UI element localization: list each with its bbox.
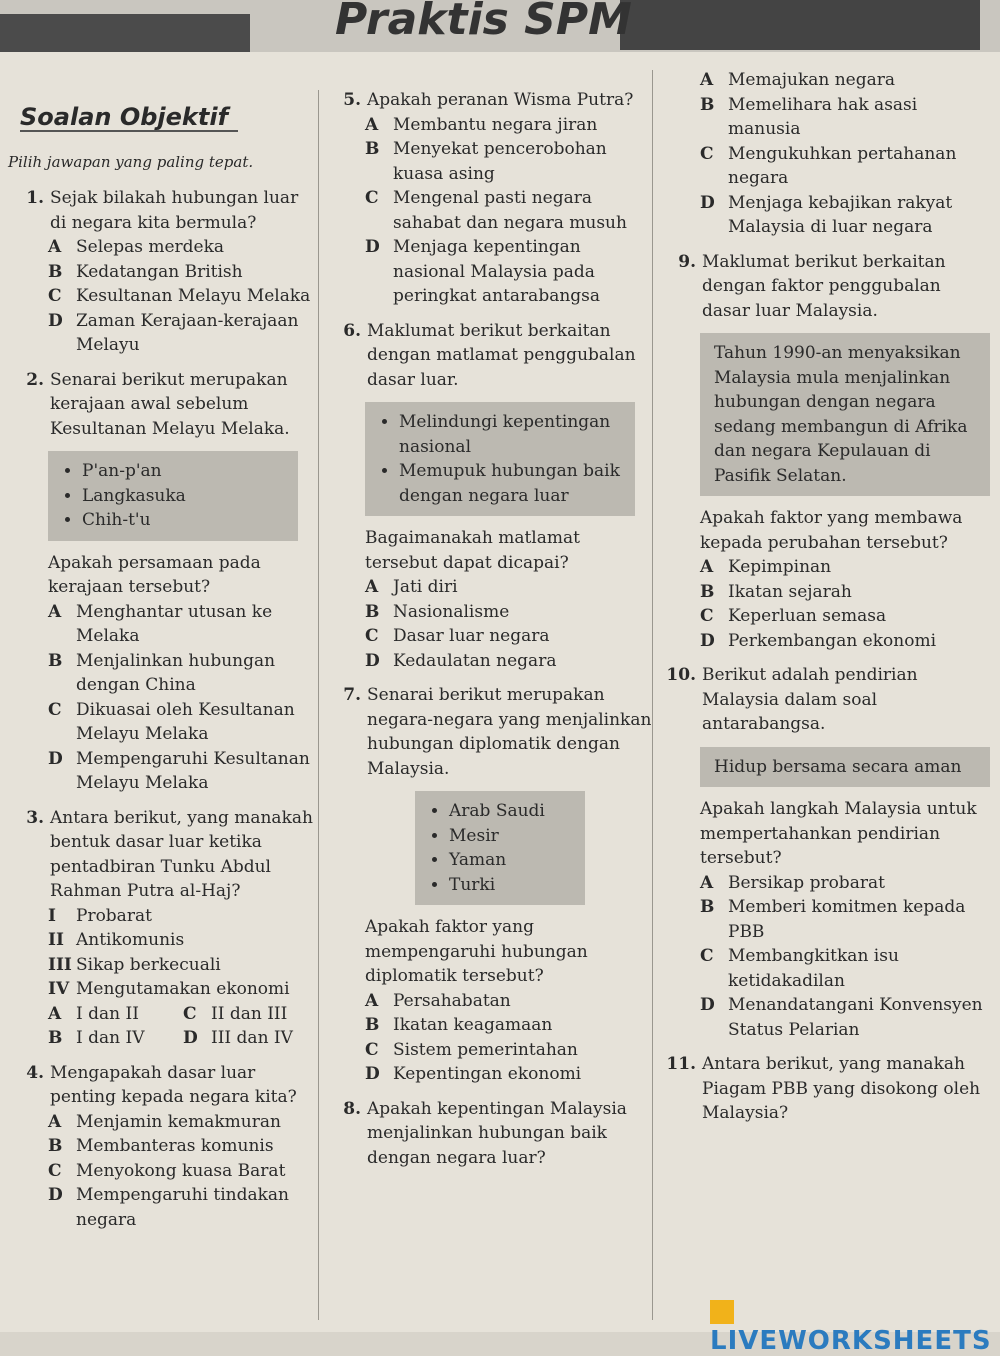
- option-a[interactable]: A Menghantar utusan ke Melaka: [48, 601, 273, 646]
- header-banner: [0, 0, 1000, 52]
- question-4: [8, 1061, 318, 1233]
- question-1: [8, 186, 318, 358]
- question-text: Maklumat berikut berkaitan dengan faktor penggubalan dasar luar Malaysia.: [702, 251, 946, 321]
- option-c[interactable]: C Membangkitkan isu ketidakadilan: [700, 946, 899, 991]
- question-number: 8.: [343, 1098, 361, 1119]
- banner-left-bar: [0, 14, 250, 52]
- section-heading: Soalan Objektif: [20, 105, 238, 132]
- question-text: Senarai berikut merupakan negara-negara yang menjalinkan hubungan diplomatik dengan Malaysia.: [367, 685, 652, 779]
- option-d[interactable]: D Kedaulatan negara: [365, 650, 557, 671]
- option-a[interactable]: A Menjamin kemakmuran: [48, 1111, 281, 1132]
- list-item: • Mesir: [449, 824, 571, 849]
- option-d[interactable]: D Menjaga kebajikan rakyat Malaysia di luar negara: [700, 192, 953, 237]
- question-text: Antara berikut, yang manakah bentuk dasar luar ketika pentadbiran Tunku Abdul Rahman Putra al-Haj?: [50, 807, 313, 901]
- option-a[interactable]: A I dan II: [48, 1003, 139, 1024]
- question-2: [8, 368, 318, 796]
- question-text: Apakah kepentingan Malaysia menjalinkan hubungan baik dengan negara luar?: [367, 1098, 627, 1168]
- info-box: Tahun 1990-an menyaksikan Malaysia mula menjalinkan hubungan dengan negara sedang membangun di Afrika dan negara Kepulauan di Pasifik Selatan.: [700, 333, 990, 496]
- option-c[interactable]: C Mengukuhkan pertahanan negara: [700, 143, 957, 188]
- option-a[interactable]: A Kepimpinan: [700, 557, 832, 577]
- option-b[interactable]: B I dan IV: [48, 1028, 145, 1048]
- question-number: 5.: [343, 90, 361, 110]
- question-8: [325, 1097, 655, 1171]
- instruction: Pilih jawapan yang paling tepat.: [8, 152, 254, 171]
- option-d[interactable]: D Mempengaruhi Kesultanan Melayu Melaka: [48, 748, 310, 793]
- list-item: • Arab Saudi: [449, 799, 571, 824]
- column-2: [325, 88, 655, 1180]
- option-d[interactable]: D Menandatangani Konvensyen Status Pelarian: [700, 995, 983, 1040]
- option-d[interactable]: D Kepentingan ekonomi: [365, 1064, 582, 1084]
- list-item: • Melindungi kepentingan nasional: [399, 410, 621, 459]
- question-9: [660, 250, 990, 654]
- question-stem: Apakah faktor yang membawa kepada perubahan tersebut?: [700, 508, 963, 553]
- option-grid: [48, 1002, 318, 1051]
- question-stem: Apakah persamaan pada kerajaan tersebut?: [48, 552, 261, 597]
- banner-right-bar: [620, 0, 980, 50]
- option-d[interactable]: D Menjaga kepentingan nasional Malaysia pada peringkat antarabangsa: [365, 237, 601, 306]
- option-b[interactable]: B Memelihara hak asasi manusia: [700, 94, 918, 139]
- statement: II Antikomunis: [48, 930, 185, 950]
- option-b[interactable]: B Ikatan sejarah: [700, 581, 852, 602]
- question-text: Senarai berikut merupakan kerajaan awal sebelum Kesultanan Melayu Melaka.: [50, 369, 290, 439]
- option-b[interactable]: B Menyekat pencerobohan kuasa asing: [365, 139, 607, 184]
- question-6: [325, 319, 655, 674]
- info-box: [48, 451, 298, 541]
- option-a[interactable]: A Memajukan negara: [700, 70, 896, 90]
- liveworksheets-logo-icon: [710, 1300, 734, 1324]
- question-number: 7.: [343, 685, 361, 705]
- question-10: [660, 663, 990, 1042]
- column-divider: [318, 90, 319, 1320]
- option-a[interactable]: A Selepas merdeka: [48, 237, 225, 257]
- question-number: 11.: [666, 1054, 696, 1074]
- question-number: 6.: [343, 320, 361, 341]
- option-c[interactable]: C Kesultanan Melayu Melaka: [48, 286, 311, 306]
- question-number: 1.: [26, 188, 44, 208]
- option-b[interactable]: B Ikatan keagamaan: [365, 1015, 553, 1035]
- statement: IV Mengutamakan ekonomi: [48, 979, 290, 999]
- option-c[interactable]: C Keperluan semasa: [700, 606, 887, 626]
- list-item: • Langkasuka: [82, 484, 284, 509]
- column-1: [8, 105, 318, 1242]
- question-number: 3.: [26, 807, 44, 828]
- question-text: Maklumat berikut berkaitan dengan matlamat penggubalan dasar luar.: [367, 320, 636, 390]
- option-b[interactable]: B Membanteras komunis: [48, 1136, 274, 1156]
- question-stem: Apakah faktor yang mempengaruhi hubungan diplomatik tersebut?: [365, 917, 588, 986]
- question-number: 9.: [678, 251, 696, 272]
- option-d[interactable]: D Mempengaruhi tindakan negara: [48, 1185, 289, 1230]
- page-title: Praktis SPM: [335, 0, 632, 45]
- question-number: 2.: [26, 369, 44, 390]
- option-a[interactable]: A Membantu negara jiran: [365, 114, 598, 135]
- list-item: • Chih-t'u: [82, 508, 284, 533]
- option-c[interactable]: C Dikuasai oleh Kesultanan Melayu Melaka: [48, 699, 295, 744]
- option-b[interactable]: B Memberi komitmen kepada PBB: [700, 897, 966, 942]
- list-item: • Memupuk hubungan baik dengan negara luar: [399, 459, 621, 508]
- question-11: [660, 1052, 990, 1126]
- option-a[interactable]: A Jati diri: [365, 577, 458, 597]
- question-3: [8, 806, 318, 1051]
- option-b[interactable]: B Kedatangan British: [48, 261, 243, 282]
- column-3: [660, 68, 990, 1136]
- option-a[interactable]: A Bersikap probarat: [700, 872, 885, 893]
- info-box: [365, 402, 635, 516]
- question-8-options: [660, 68, 990, 240]
- question-text: Sejak bilakah hubungan luar di negara kita bermula?: [50, 188, 299, 233]
- option-d[interactable]: D Zaman Kerajaan-kerajaan Melayu: [48, 310, 299, 355]
- option-b[interactable]: B Menjalinkan hubungan dengan China: [48, 650, 276, 695]
- option-c[interactable]: C Sistem pemerintahan: [365, 1039, 578, 1060]
- option-c[interactable]: C Menyokong kuasa Barat: [48, 1160, 286, 1181]
- option-c[interactable]: C Mengenal pasti negara sahabat dan negara musuh: [365, 188, 627, 233]
- info-box: [415, 791, 585, 905]
- option-a[interactable]: A Persahabatan: [365, 990, 511, 1011]
- question-text: Antara berikut, yang manakah Piagam PBB yang disokong oleh Malaysia?: [702, 1054, 981, 1123]
- option-d[interactable]: D III dan IV: [183, 1028, 293, 1048]
- option-c[interactable]: C II dan III: [183, 1003, 288, 1024]
- info-box: Hidup bersama secara aman: [700, 747, 990, 788]
- liveworksheets-watermark: LIVEWORKSHEETS: [710, 1296, 1000, 1356]
- question-5: [325, 88, 655, 309]
- option-b[interactable]: B Nasionalisme: [365, 601, 510, 622]
- option-d[interactable]: D Perkembangan ekonomi: [700, 630, 937, 651]
- question-number: 10.: [666, 665, 696, 685]
- question-stem: Bagaimanakah matlamat tersebut dapat dicapai?: [365, 528, 580, 573]
- question-stem: Apakah langkah Malaysia untuk mempertahankan pendirian tersebut?: [700, 799, 977, 868]
- statement: III Sikap berkecuali: [48, 954, 221, 975]
- option-c[interactable]: C Dasar luar negara: [365, 626, 550, 646]
- question-text: Berikut adalah pendirian Malaysia dalam soal antarabangsa.: [702, 665, 918, 734]
- question-text: Mengapakah dasar luar penting kepada negara kita?: [50, 1062, 297, 1107]
- list-item: • P'an-p'an: [82, 459, 284, 484]
- list-item: • Turki: [449, 873, 571, 898]
- statement: I Probarat: [48, 905, 152, 926]
- question-text: Apakah peranan Wisma Putra?: [367, 90, 634, 110]
- question-number: 4.: [26, 1062, 44, 1083]
- question-7: [325, 683, 655, 1087]
- list-item: • Yaman: [449, 848, 571, 873]
